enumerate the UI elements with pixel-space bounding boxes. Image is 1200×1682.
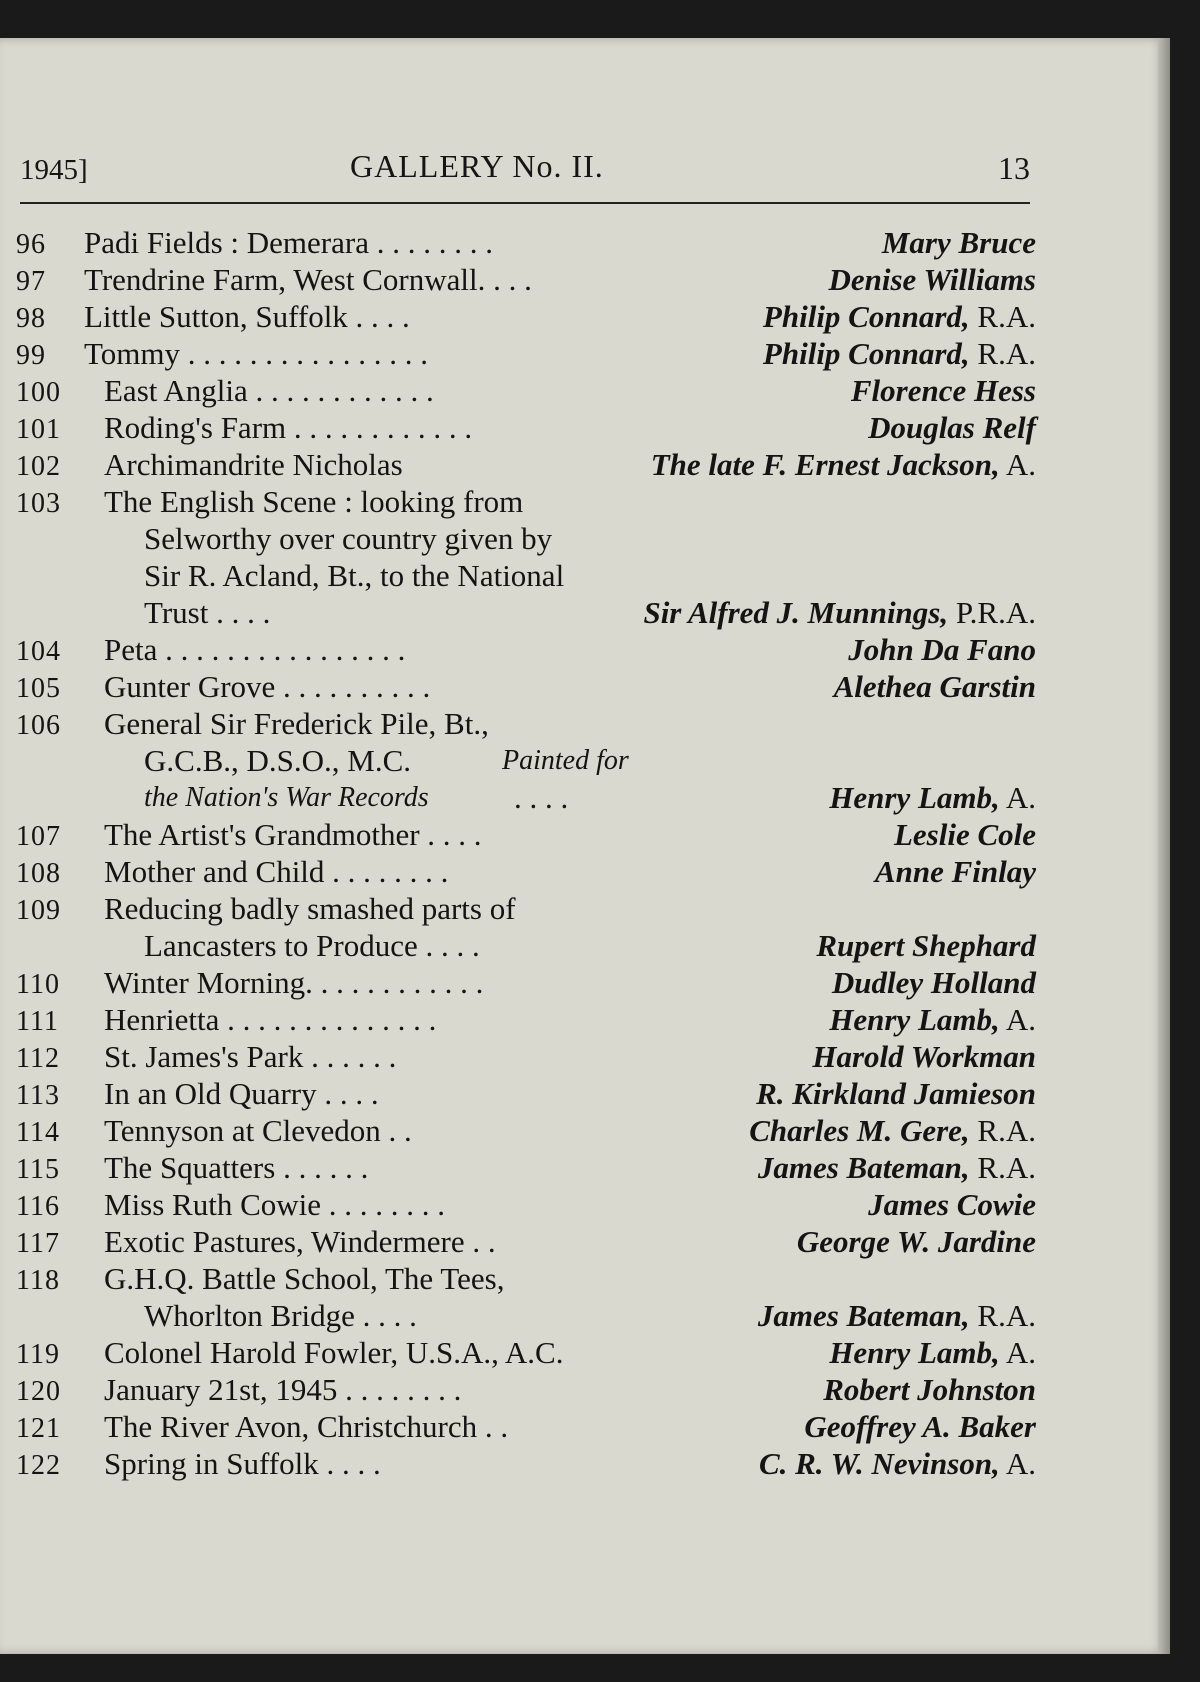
entry-title: Trendrine Farm, West Cornwall. . . . [84, 262, 532, 297]
artist-suffix: R.A. [969, 1298, 1036, 1333]
entry-line [16, 890, 1036, 927]
entry-title: January 21st, 1945 . . . . . . . . [104, 1372, 462, 1407]
artist-suffix: A. [999, 447, 1036, 482]
catalogue-entry [16, 1445, 1036, 1482]
entry-title: In an Old Quarry . . . . [104, 1076, 379, 1111]
entry-line [16, 1112, 1036, 1149]
artist-suffix: R.A. [969, 299, 1036, 334]
entry-number: 98 [16, 303, 46, 334]
entry-title-end: Trust . . . . [144, 595, 271, 630]
catalogue-entry [16, 1223, 1036, 1260]
entry-continuation [16, 742, 1036, 779]
entry-line [16, 631, 1036, 668]
artist-name: Florence Hess [850, 373, 1036, 408]
entry-note: Painted for [502, 745, 629, 776]
entry-number: 100 [16, 377, 61, 408]
catalogue-entry [16, 1186, 1036, 1223]
entry-line [16, 261, 1036, 298]
entry-line [16, 816, 1036, 853]
catalogue-entries [16, 224, 1036, 1482]
entry-number: 113 [16, 1080, 60, 1111]
entry-title: Colonel Harold Fowler, U.S.A., A.C. [104, 1335, 564, 1370]
catalogue-entry [16, 853, 1036, 890]
entry-line [16, 964, 1036, 1001]
entry-title: Tommy . . . . . . . . . . . . . . . . [84, 336, 428, 371]
entry-number: 101 [16, 414, 61, 445]
entry-title: Tennyson at Clevedon . . [104, 1113, 412, 1148]
catalogue-entry [16, 409, 1036, 446]
artist-suffix: R.A. [969, 336, 1036, 371]
entry-title: Padi Fields : Demerara . . . . . . . . [84, 225, 493, 260]
artist-name: Henry Lamb, A. [829, 1335, 1036, 1370]
artist-name: George W. Jardine [796, 1224, 1036, 1259]
catalogue-entry [16, 964, 1036, 1001]
artist-name: Dudley Holland [831, 965, 1036, 1000]
entry-line [16, 1260, 1036, 1297]
artist-name: Denise Williams [828, 262, 1036, 297]
entry-title: Exotic Pastures, Windermere . . [104, 1224, 496, 1259]
entry-title: East Anglia . . . . . . . . . . . . [104, 373, 434, 408]
artist-name: Robert Johnston [823, 1372, 1036, 1407]
page-number: 13 [998, 150, 1030, 186]
entry-number: 103 [16, 488, 61, 519]
entry-title: Mother and Child . . . . . . . . [104, 854, 449, 889]
entry-title-end: Whorlton Bridge . . . . [144, 1298, 417, 1333]
catalogue-entry [16, 1112, 1036, 1149]
entry-number: 96 [16, 229, 46, 260]
entry-line [16, 409, 1036, 446]
artist-name: Douglas Relf [868, 410, 1036, 445]
entry-line [16, 335, 1036, 372]
artist-name: Philip Connard, R.A. [762, 299, 1036, 334]
entry-title: The Squatters . . . . . . [104, 1150, 369, 1185]
entry-line [16, 853, 1036, 890]
entry-continuation [16, 557, 1036, 594]
artist-name: James Bateman, R.A. [757, 1298, 1036, 1333]
catalogue-entry [16, 890, 1036, 964]
artist-suffix: R.A. [969, 1150, 1036, 1185]
entry-title-cont: G.C.B., D.S.O., M.C. [144, 743, 411, 778]
catalogue-entry [16, 1371, 1036, 1408]
entry-number: 109 [16, 895, 61, 926]
entry-title: Reducing badly smashed parts of [104, 891, 516, 926]
catalogue-entry [16, 1334, 1036, 1371]
entry-line [16, 1075, 1036, 1112]
entry-note-cont: the Nation's War Records [144, 782, 429, 813]
entry-number: 120 [16, 1376, 61, 1407]
entry-title: Winter Morning. . . . . . . . . . . . [104, 965, 484, 1000]
entry-number: 115 [16, 1154, 60, 1185]
entry-title-cont: Selworthy over country given by [144, 521, 553, 556]
catalogue-entry [16, 1001, 1036, 1038]
entry-last-line [16, 594, 1036, 631]
artist-suffix: A. [999, 1446, 1036, 1481]
entry-number: 104 [16, 636, 61, 667]
entry-line [16, 705, 1036, 742]
entry-number: 116 [16, 1191, 60, 1222]
entry-line [16, 446, 1036, 483]
catalogue-entry [16, 1149, 1036, 1186]
artist-name: Leslie Cole [893, 817, 1036, 852]
artist-name: Henry Lamb, A. [829, 1002, 1036, 1037]
artist-name: The late F. Ernest Jackson, A. [650, 447, 1036, 482]
entry-line [16, 668, 1036, 705]
entry-number: 121 [16, 1413, 61, 1444]
catalogue-entry [16, 705, 1036, 816]
artist-name: Geoffrey A. Baker [804, 1409, 1036, 1444]
entry-number: 102 [16, 451, 61, 482]
artist-name: Mary Bruce [881, 225, 1036, 260]
entry-title: Peta . . . . . . . . . . . . . . . . [104, 632, 406, 667]
entry-last-line [16, 927, 1036, 964]
entry-title: Henrietta . . . . . . . . . . . . . . [104, 1002, 437, 1037]
catalogue-entry [16, 1408, 1036, 1445]
entry-number: 114 [16, 1117, 60, 1148]
entry-number: 108 [16, 858, 61, 889]
artist-suffix: A. [999, 780, 1036, 815]
catalogue-entry [16, 224, 1036, 261]
entry-number: 111 [16, 1006, 59, 1037]
catalogue-entry [16, 816, 1036, 853]
catalogue-entry [16, 1260, 1036, 1334]
entry-title: Little Sutton, Suffolk . . . . [84, 299, 410, 334]
entry-number: 106 [16, 710, 61, 741]
artist-name: Harold Workman [812, 1039, 1036, 1074]
entry-title: General Sir Frederick Pile, Bt., [104, 706, 489, 741]
catalogue-entry [16, 446, 1036, 483]
entry-title-end: . . . . [514, 780, 569, 815]
artist-name: John Da Fano [848, 632, 1036, 667]
entry-title-end: Lancasters to Produce . . . . [144, 928, 480, 963]
entry-line [16, 1186, 1036, 1223]
entry-title-cont: Sir R. Acland, Bt., to the National [144, 558, 565, 593]
catalogue-entry [16, 483, 1036, 631]
entry-title: Gunter Grove . . . . . . . . . . [104, 669, 431, 704]
entry-line [16, 298, 1036, 335]
artist-name: Sir Alfred J. Munnings, P.R.A. [643, 595, 1036, 630]
entry-title: St. James's Park . . . . . . [104, 1039, 397, 1074]
entry-title: The River Avon, Christchurch . . [104, 1409, 509, 1444]
artist-name: Alethea Garstin [833, 669, 1036, 704]
entry-line [16, 372, 1036, 409]
artist-name: James Bateman, R.A. [757, 1150, 1036, 1185]
artist-name: Philip Connard, R.A. [762, 336, 1036, 371]
entry-title: Roding's Farm . . . . . . . . . . . . [104, 410, 473, 445]
entry-number: 99 [16, 340, 46, 371]
entry-number: 110 [16, 969, 60, 1000]
gallery-title: GALLERY No. II. [350, 148, 604, 184]
entry-continuation [16, 520, 1036, 557]
entry-line [16, 1408, 1036, 1445]
catalogue-entry [16, 1038, 1036, 1075]
header-year: 1945] [20, 154, 88, 186]
artist-suffix: P.R.A. [948, 595, 1036, 630]
entry-line [16, 1371, 1036, 1408]
catalogue-entry [16, 668, 1036, 705]
entry-title: Spring in Suffolk . . . . [104, 1446, 381, 1481]
artist-name: Rupert Shephard [816, 928, 1036, 963]
page-edge [1158, 38, 1170, 1654]
entry-number: 122 [16, 1450, 61, 1481]
entry-last-line [16, 1297, 1036, 1334]
entry-number: 118 [16, 1265, 60, 1296]
entry-line [16, 1223, 1036, 1260]
page-header [20, 148, 1030, 194]
artist-name: R. Kirkland Jamieson [756, 1076, 1036, 1111]
catalogue-entry [16, 298, 1036, 335]
entry-line [16, 224, 1036, 261]
entry-line [16, 483, 1036, 520]
entry-line [16, 1038, 1036, 1075]
entry-number: 112 [16, 1043, 60, 1074]
artist-suffix: A. [999, 1002, 1036, 1037]
entry-title: The English Scene : looking from [104, 484, 524, 519]
entry-number: 117 [16, 1228, 60, 1259]
entry-title: Archimandrite Nicholas [104, 447, 403, 482]
artist-name: Anne Finlay [874, 854, 1036, 889]
artist-name: C. R. W. Nevinson, A. [758, 1446, 1036, 1481]
header-rule [20, 202, 1030, 204]
catalogue-entry [16, 1075, 1036, 1112]
entry-title: Miss Ruth Cowie . . . . . . . . [104, 1187, 446, 1222]
artist-name: Charles M. Gere, R.A. [749, 1113, 1036, 1148]
artist-name: Henry Lamb, A. [829, 780, 1036, 815]
entry-last-line [16, 779, 1036, 816]
entry-line [16, 1334, 1036, 1371]
entry-number: 119 [16, 1339, 60, 1370]
artist-name: James Cowie [868, 1187, 1036, 1222]
entry-line [16, 1001, 1036, 1038]
entry-number: 107 [16, 821, 61, 852]
entry-title: G.H.Q. Battle School, The Tees, [104, 1261, 505, 1296]
catalogue-entry [16, 631, 1036, 668]
catalogue-entry [16, 335, 1036, 372]
entry-line [16, 1149, 1036, 1186]
entry-number: 97 [16, 266, 46, 297]
artist-suffix: R.A. [969, 1113, 1036, 1148]
entry-number: 105 [16, 673, 61, 704]
catalogue-entry [16, 261, 1036, 298]
artist-suffix: A. [999, 1335, 1036, 1370]
catalogue-entry [16, 372, 1036, 409]
entry-title: The Artist's Grandmother . . . . [104, 817, 482, 852]
entry-line [16, 1445, 1036, 1482]
